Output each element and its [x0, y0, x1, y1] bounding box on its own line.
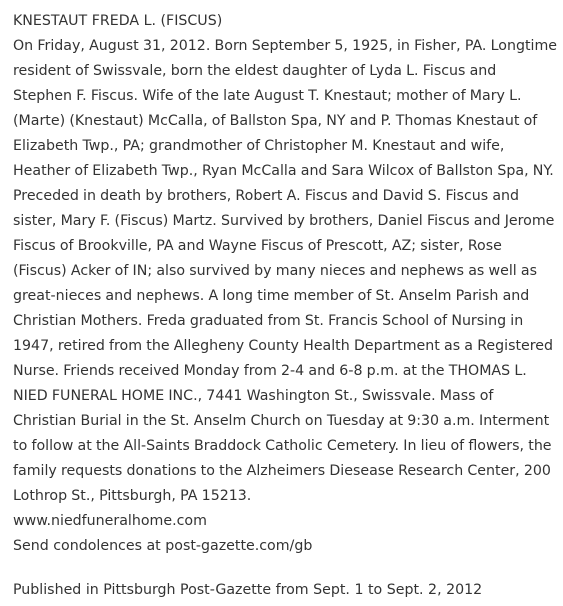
condolences-text: Send condolences at post-gazette.com/gb	[13, 538, 313, 554]
funeral-home-website: www.niedfuneralhome.com	[13, 513, 207, 529]
publication-note: Published in Pittsburgh Post-Gazette from Sept. 1 to Sept. 2, 2012	[13, 582, 483, 598]
obituary-heading: KNESTAUT FREDA L. (FISCUS)	[13, 13, 223, 29]
obituary-notice	[13, 9, 558, 559]
obituary-body-text: On Friday, August 31, 2012. Born September 5, 1925, in Fisher, PA. Longtime resident of Swissvale, born the eldest daughter of Lyda L. Fiscus and Stephen F. Fiscus. Wife of the late August T. Knestaut; mother of Mary L. (Marte) (Knestaut) McCalla, of Ballston Spa, NY and P. Thomas Knestaut of Elizabeth Twp., PA; grandmother of Christopher M. Knestaut and wife, Heather of Elizabeth Twp., Ryan McCalla and Sara Wilcox of Ballston Spa, NY. Preceded in death by brothers, Robert A. Fiscus and David S. Fiscus and sister, Mary F. (Fiscus) Martz. Survived by brothers, Daniel Fiscus and Jerome Fiscus of Brookville, PA and Wayne Fiscus of Prescott, AZ; sister, Rose (Fiscus) Acker of IN; also survived by many nieces and nephews as well as great-nieces and nephews. A long time member of St. Anselm Parish and Christian Mothers. Freda graduated from St. Francis School of Nursing in 1947, retired from the Allegheny County Health Department as a Registered Nurse. Friends received Monday from 2-4 and 6-8 p.m. at the THOMAS L. NIED FUNERAL HOME INC., 7441 Washington St., Swissvale. Mass of Christian Burial in the St. Anselm Church on Tuesday at 9:30 a.m. Interment to follow at the All-Saints Braddock Catholic Cemetery. In lieu of flowers, the family requests donations to the Alzheimers Diesease Research Center, 200 Lothrop St., Pittsburgh, PA 15213.	[13, 38, 558, 504]
